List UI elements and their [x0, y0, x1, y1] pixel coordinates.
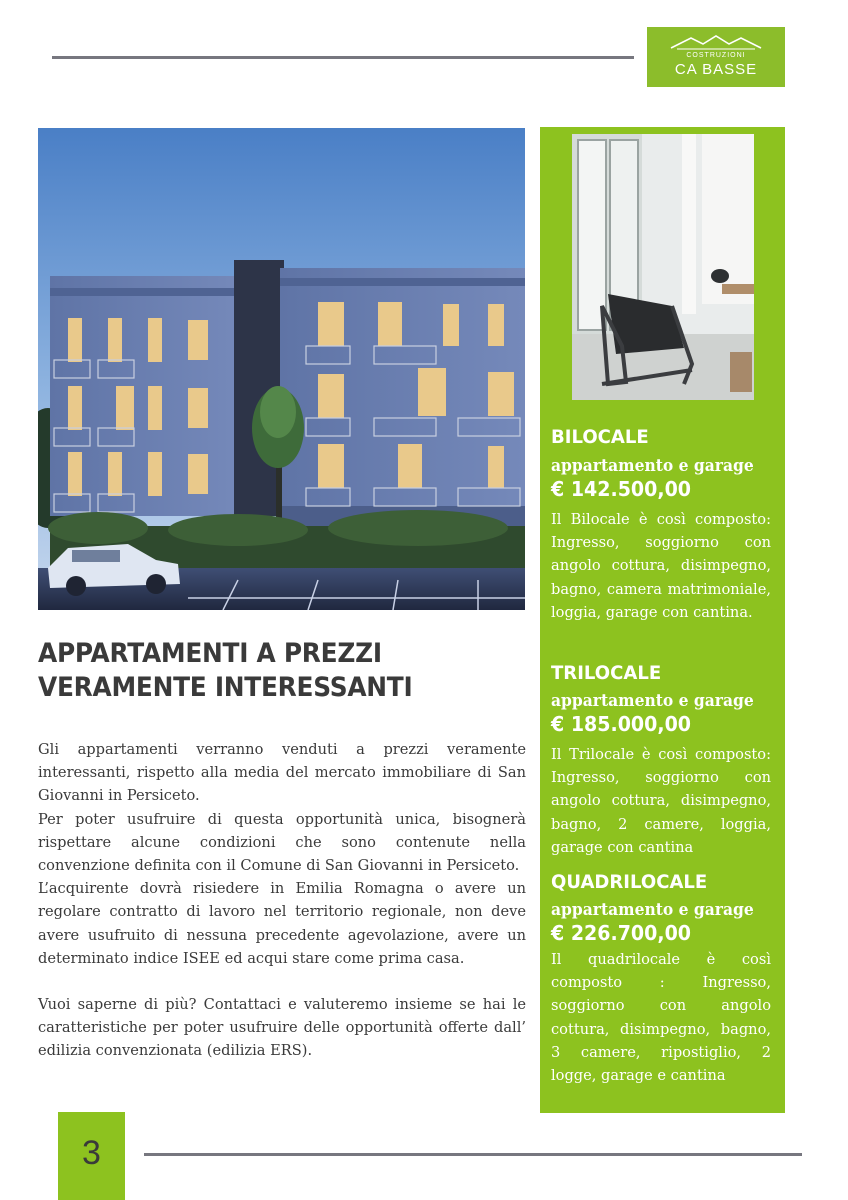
unit-title: TRILOCALE: [551, 662, 662, 684]
page-headline: [38, 637, 489, 705]
paragraph: L’acquirente dovrà risiedere in Emilia Romagna o avere un regolare contratto di lavoro nel territorio regionale, non deve avere usufruito di nessuna precedente agevolazione, avere un determinato indice ISEE ed acqui stare come prima casa.: [38, 880, 526, 967]
unit-title: QUADRILOCALE: [551, 871, 708, 893]
unit-price: € 185.000,00: [551, 712, 692, 736]
header-rule: [52, 56, 634, 59]
unit-bilocale: [551, 425, 771, 624]
page-number-box: [58, 1112, 125, 1200]
unit-subtitle: appartamento e garage: [551, 691, 754, 710]
unit-price: € 142.500,00: [551, 477, 692, 501]
headline-line2: VERAMENTE INTERESSANTI: [38, 672, 413, 703]
interior-photo: [572, 134, 754, 400]
unit-description: Il Bilocale è così composto: Ingresso, soggiorno con angolo cottura, disimpegno, bagno, camera matrimoniale, loggia, garage con cantina.: [551, 511, 771, 621]
paragraph: Gli appartamenti verranno venduti a prezzi veramente interessanti, rispetto alla media del mercato immobiliare di San Giovanni in Persiceto.: [38, 741, 526, 805]
paragraph: Vuoi saperne di più? Contattaci e valuteremo insieme se hai le caratteristiche per poter usufruire delle opportunità offerte dall’ edilizia convenzionata (edilizia ERS).: [38, 996, 526, 1060]
paragraph: Per poter usufruire di questa opportunità unica, bisognerà rispettare alcune condizioni che sono contenute nella convenzione definita con il Comune di San Giovanni in Persiceto.: [38, 810, 526, 875]
footer-rule: [144, 1153, 802, 1156]
unit-title: BILOCALE: [551, 426, 649, 448]
logo-line2: CA BASSE: [674, 61, 758, 78]
building-illustration: [38, 128, 525, 610]
building-photo: [38, 128, 525, 610]
headline-line1: APPARTAMENTI A PREZZI: [38, 638, 382, 669]
page-number: 3: [82, 1134, 101, 1172]
interior-illustration: [572, 134, 754, 400]
body-text: [38, 738, 526, 1063]
unit-quadrilocale: [551, 870, 771, 1087]
unit-price: € 226.700,00: [551, 921, 692, 945]
unit-subtitle: appartamento e garage: [551, 900, 754, 919]
unit-description: Il quadrilocale è così composto : Ingresso, soggiorno con angolo cottura, disimpegno, bagno, 3 camere, ripostiglio, 2 logge, garage e cantina: [551, 951, 771, 1085]
logo-line1: COSTRUZIONI: [686, 52, 746, 59]
roof-icon: [669, 34, 763, 52]
company-logo: [647, 27, 785, 87]
unit-trilocale: [551, 661, 771, 859]
unit-subtitle: appartamento e garage: [551, 456, 754, 475]
unit-description: Il Trilocale è così composto: Ingresso, soggiorno con angolo cottura, disimpegno, bagno, 2 camere, loggia, garage con cantina: [551, 746, 771, 856]
